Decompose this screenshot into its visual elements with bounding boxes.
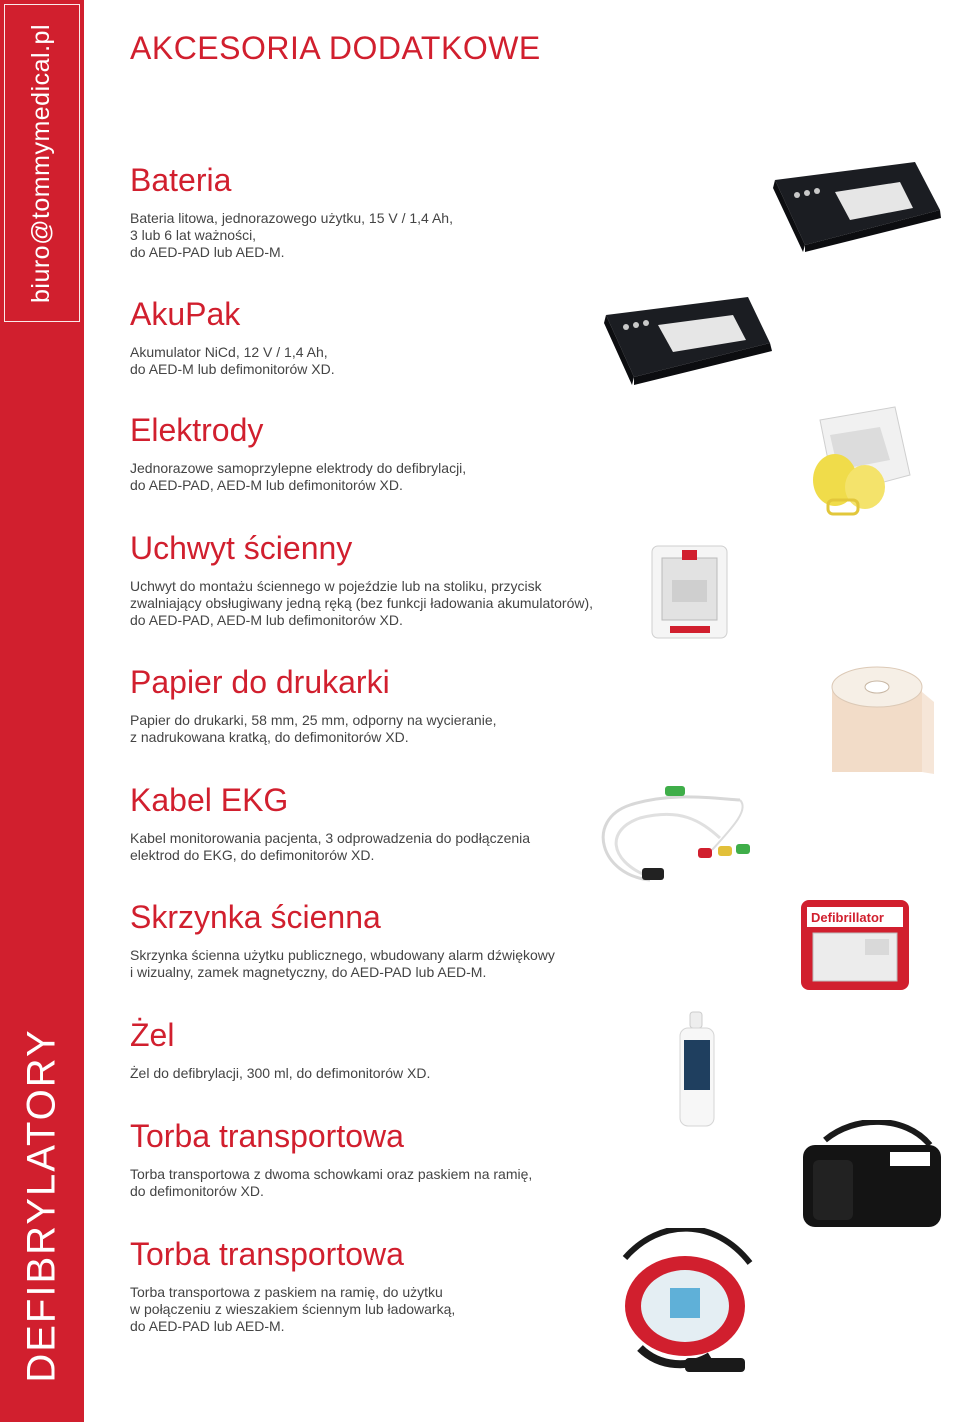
email-link[interactable]: biuro@tommymedical.pl [27,23,56,303]
gel-bottle-image [672,1010,722,1130]
item-title: AkuPak [130,296,241,332]
transport-bag-2-image [600,1228,770,1383]
sidebar [0,0,84,1422]
battery-image [765,150,955,260]
item-description: Skrzynka ścienna użytku publicznego, wbudowany alarm dźwiękowy i wizualny, zamek magnetyczny, do AED-PAD lub AED-M. [130,947,555,980]
ecg-cable-image [590,780,800,895]
akupak-image [598,285,788,395]
item-title: Bateria [130,162,232,198]
wall-box-label: Defibrillator [811,910,884,925]
section-label-text: DEFIBRYLATORY [19,1027,64,1383]
item-title: Elektrody [130,412,264,448]
wall-mount-image [642,540,737,645]
item-description: Uchwyt do montażu ściennego w pojeździe lub na stoliku, przycisk zwalniający obsługiwany jedną ręką (bez funkcji ładowania akumulatorów), do AED-PAD, AED-M lub defimonitorów XD. [130,578,594,628]
item-title: Skrzynka ścienna [130,899,381,935]
item-torba-2 [130,1236,600,1335]
item-zel [130,1017,600,1082]
email-box[interactable] [4,4,80,322]
wall-box-image [795,895,915,995]
item-title: Torba transportowa [130,1118,404,1154]
item-title: Kabel EKG [130,782,289,818]
item-description: Papier do drukarki, 58 mm, 25 mm, odporny na wycieranie, z nadrukowana kratką, do defimonitorów XD. [130,712,497,745]
item-elektrody [130,412,600,494]
item-description: Żel do defibrylacji, 300 ml, do defimonitorów XD. [130,1065,431,1081]
electrodes-image [800,405,920,520]
item-title: Żel [130,1017,175,1053]
item-description: Jednorazowe samoprzylepne elektrody do defibrylacji, do AED-PAD, AED-M lub defimonitorów XD. [130,460,467,493]
section-label [0,1020,84,1390]
item-kabel-ekg [130,782,600,864]
item-papier [130,664,600,746]
paper-roll-image [822,662,942,782]
transport-bag-1-image [795,1120,945,1232]
item-uchwyt-scienny [130,530,650,629]
item-description: Akumulator NiCd, 12 V / 1,4 Ah, do AED-M lub defimonitorów XD. [130,344,335,377]
item-title: Torba transportowa [130,1236,404,1272]
item-title: Uchwyt ścienny [130,530,353,566]
page-title: AKCESORIA DODATKOWE [130,30,541,66]
item-torba-1 [130,1118,600,1200]
item-title: Papier do drukarki [130,664,390,700]
item-bateria [130,162,600,261]
item-description: Bateria litowa, jednorazowego użytku, 15 V / 1,4 Ah, 3 lub 6 lat ważności, do AED-PAD lub AED-M. [130,210,453,260]
item-akupak [130,296,600,378]
item-description: Torba transportowa z dwoma schowkami oraz paskiem na ramię, do defimonitorów XD. [130,1166,533,1199]
item-skrzynka [130,899,600,981]
item-description: Kabel monitorowania pacjenta, 3 odprowadzenia do podłączenia elektrod do EKG, do defimonitorów XD. [130,830,531,863]
item-description: Torba transportowa z paskiem na ramię, do użytku w połączeniu z wieszakiem ściennym lub ładowarką, do AED-PAD lub AED-M. [130,1284,456,1334]
